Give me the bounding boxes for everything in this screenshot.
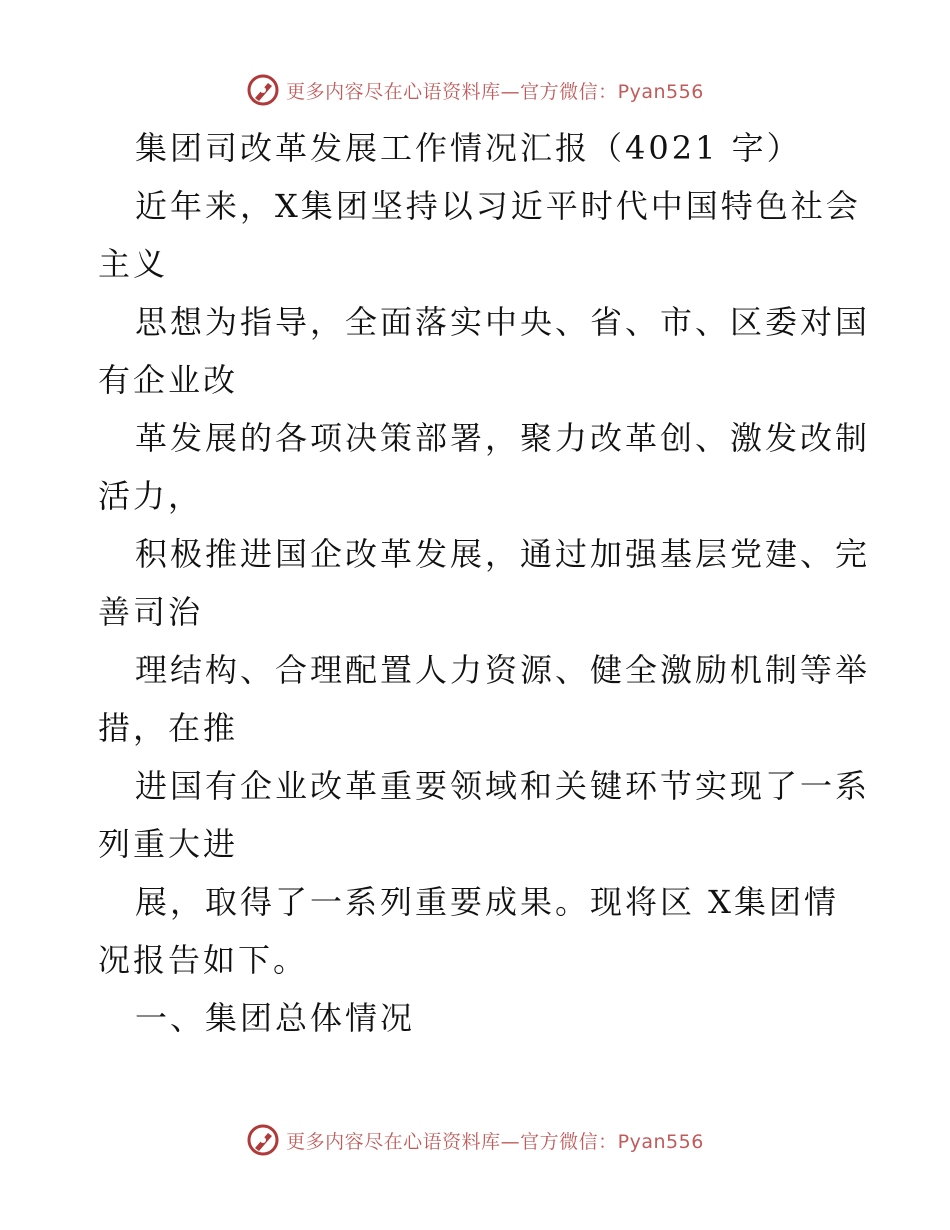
paragraph-line: 有企业改: [98, 361, 239, 399]
section-heading: 一、集团总体情况: [135, 999, 416, 1037]
paragraph-line: 措，在推: [98, 709, 239, 747]
document-title: 集团司改革发展工作情况汇报（4021 字）: [135, 129, 802, 167]
paragraph-line: 列重大进: [98, 825, 239, 863]
paragraph-line: 理结构、合理配置人力资源、健全激励机制等举: [135, 651, 871, 689]
paragraph-line: 思想为指导，全面落实中央、省、市、区委对国: [135, 303, 871, 341]
footer-watermark-banner: [0, 1120, 950, 1160]
header-watermark-banner: [0, 70, 950, 110]
paragraph-line: 进国有企业改革重要领域和关键环节实现了一系: [135, 767, 871, 805]
paragraph-line: 活力，: [98, 477, 204, 515]
pen-logo-icon: [246, 1123, 280, 1157]
paragraph-line: 善司治: [98, 593, 204, 631]
paragraph-line: 积极推进国企改革发展，通过加强基层党建、完: [135, 535, 871, 573]
paragraph-line: 况报告如下。: [98, 941, 309, 979]
paragraph-line: 展，取得了一系列重要成果。现将区 X集团情: [135, 883, 839, 921]
paragraph-line: 主义: [98, 245, 169, 283]
paragraph-line: 近年来，X集团坚持以习近平时代中国特色社会: [135, 187, 861, 225]
watermark-text: 更多内容尽在心语资料库—官方微信：Pyan556: [286, 1130, 704, 1153]
watermark-text: 更多内容尽在心语资料库—官方微信：Pyan556: [286, 80, 704, 103]
paragraph-line: 革发展的各项决策部署，聚力改革创、激发改制: [135, 419, 871, 457]
pen-logo-icon: [246, 73, 280, 107]
